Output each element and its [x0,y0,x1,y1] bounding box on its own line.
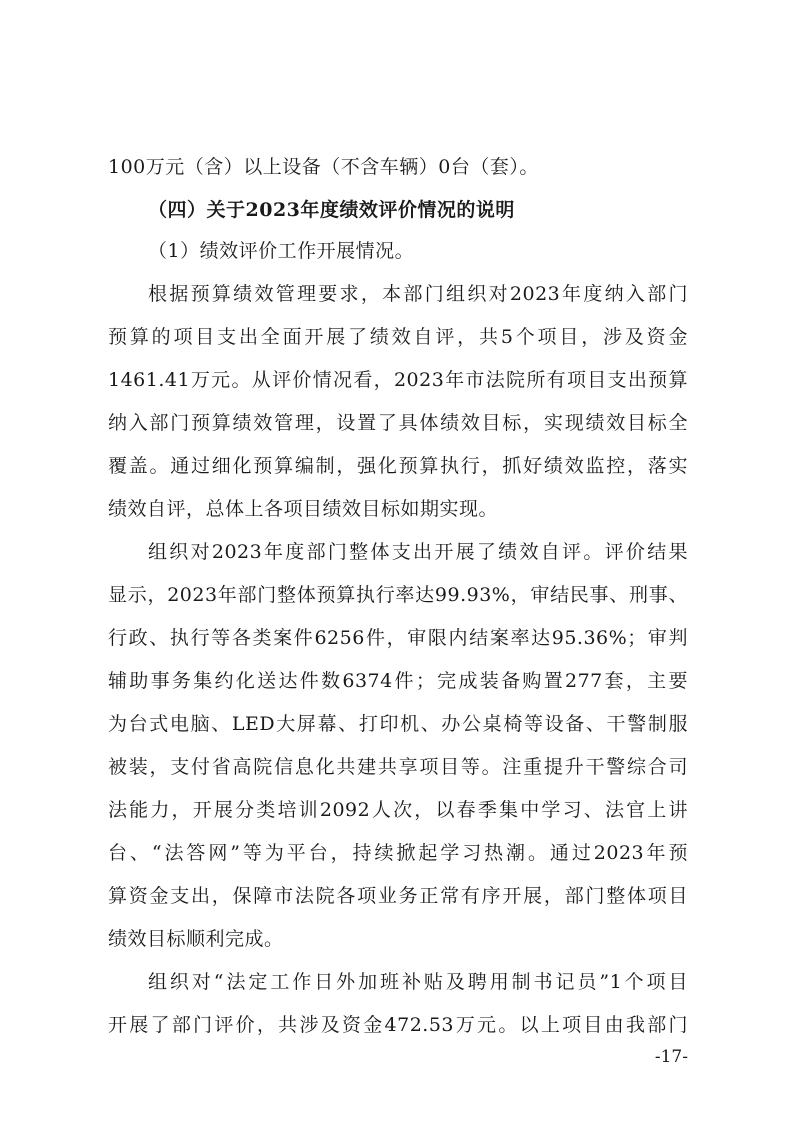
paragraph-line: 纳入部门预算绩效管理，设置了具体绩效目标，实现绩效目标全 [108,412,688,434]
paragraph-line: 辅助事务集约化送达件数6374件；完成装备购置277套，主要 [108,670,688,692]
paragraph-line: 法能力，开展分类培训2092人次，以春季集中学习、法官上讲 [108,799,688,821]
paragraph-line: 显示，2023年部门整体预算执行率达99.93%，审结民事、刑事、 [108,584,688,606]
page-number: -17- [654,1047,688,1067]
paragraph-line: 被装，支付省高院信息化共建共享项目等。注重提升干警综合司 [108,756,688,778]
paragraph-line: 覆盖。通过细化预算编制，强化预算执行，抓好绩效监控，落实 [108,455,688,477]
paragraph-line: 根据预算绩效管理要求，本部门组织对2023年度纳入部门 [148,283,688,305]
paragraph-line: 预算的项目支出全面开展了绩效自评，共5个项目，涉及资金 [108,326,688,348]
paragraph-line: 1461.41万元。从评价情况看，2023年市法院所有项目支出预算 [108,369,688,391]
paragraph-line: 算资金支出，保障市法院各项业务正常有序开展，部门整体项目 [108,885,688,907]
section-heading: （四）关于2023年度绩效评价情况的说明 [148,199,515,221]
paragraph-line: 为台式电脑、LED大屏幕、打印机、办公桌椅等设备、干警制服 [108,713,688,735]
paragraph-line: 组织对2023年度部门整体支出开展了绩效自评。评价结果 [148,541,688,563]
paragraph-line: 绩效自评，总体上各项目绩效目标如期实现。 [108,498,499,520]
paragraph-line: 绩效目标顺利完成。 [108,928,284,950]
paragraph-line: 100万元（含）以上设备（不含车辆）0台（套）。 [108,156,539,178]
subsection-heading: （1）绩效评价工作开展情况。 [148,240,415,262]
paragraph-line: 开展了部门评价，共涉及资金472.53万元。以上项目由我部门 [108,1014,688,1036]
paragraph-line: 行政、执行等各类案件6256件，审限内结案率达95.36%；审判 [108,627,688,649]
paragraph-line: 组织对“法定工作日外加班补贴及聘用制书记员”1个项目 [148,971,688,993]
paragraph-line: 台、“法答网”等为平台，持续掀起学习热潮。通过2023年预 [108,842,688,864]
